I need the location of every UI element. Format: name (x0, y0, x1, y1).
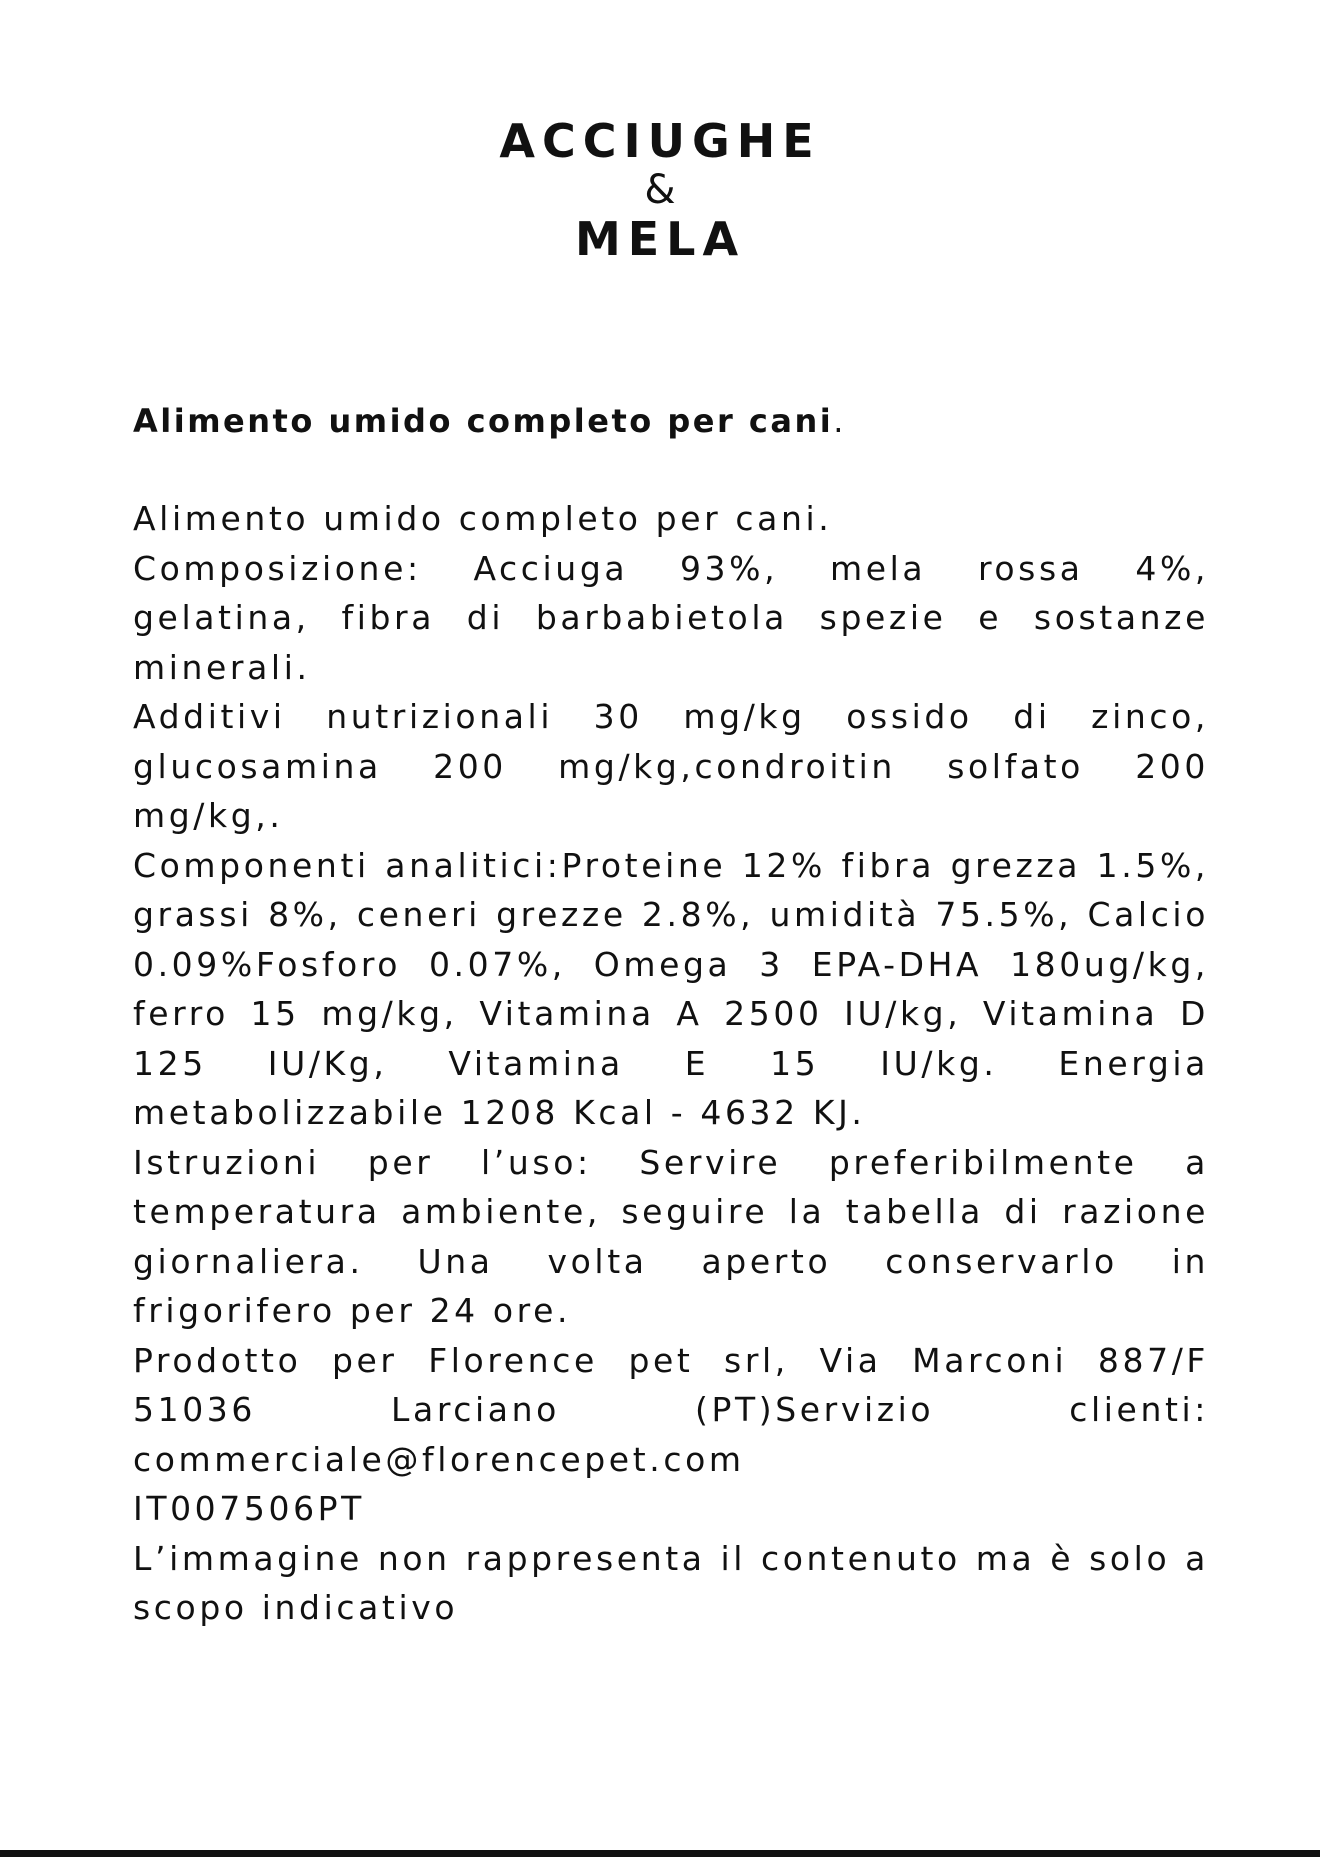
subtitle-text: Alimento umido completo per cani (133, 402, 834, 440)
paragraph-producer: Prodotto per Florence pet srl, Via Marconi 887/F 51036 Larciano (PT)Servizio clienti: commerciale@florencepet.com (133, 1340, 1209, 1479)
product-subtitle (133, 396, 1213, 446)
paragraph-disclaimer: L’immagine non rappresenta il contenuto ma è solo a scopo indicativo (133, 1538, 1209, 1627)
product-title (0, 112, 1320, 268)
bottom-divider (0, 1850, 1320, 1857)
paragraph-composition: Composizione: Acciuga 93%, mela rossa 4%, gelatina, fibra di barbabietola spezie e sostanze minerali. (133, 548, 1209, 687)
paragraph-code: IT007506PT (133, 1489, 365, 1528)
paragraph-instructions: Istruzioni per l’uso: Servire preferibilmente a temperatura ambiente, seguire la tabella di razione giornaliera. Una volta aperto conservarlo in frigorifero per 24 ore. (133, 1142, 1209, 1330)
paragraph-additives: Additivi nutrizionali 30 mg/kg ossido di zinco, glucosamina 200 mg/kg,condroitin solfato 200 mg/kg,. (133, 697, 1209, 835)
paragraph-analytical-components: Componenti analitici:Proteine 12% fibra grezza 1.5%, grassi 8%, ceneri grezze 2.8%, umidità 75.5%, Calcio 0.09%Fosforo 0.07%, Omega 3 EPA-DHA 180ug/kg, ferro 15 mg/kg, Vitamina A 2500 IU/kg, Vitamina D 125 IU/Kg, Vitamina E 15 IU/kg. Energia metabolizzabile 1208 Kcal - 4632 KJ. (133, 845, 1209, 1132)
title-ampersand: & (644, 167, 676, 213)
product-description (133, 494, 1209, 1633)
title-line-1: ACCIUGHE (499, 114, 821, 168)
paragraph-intro: Alimento umido completo per cani. (133, 499, 833, 538)
subtitle-period: . (833, 402, 846, 440)
title-line-2: MELA (574, 212, 746, 266)
